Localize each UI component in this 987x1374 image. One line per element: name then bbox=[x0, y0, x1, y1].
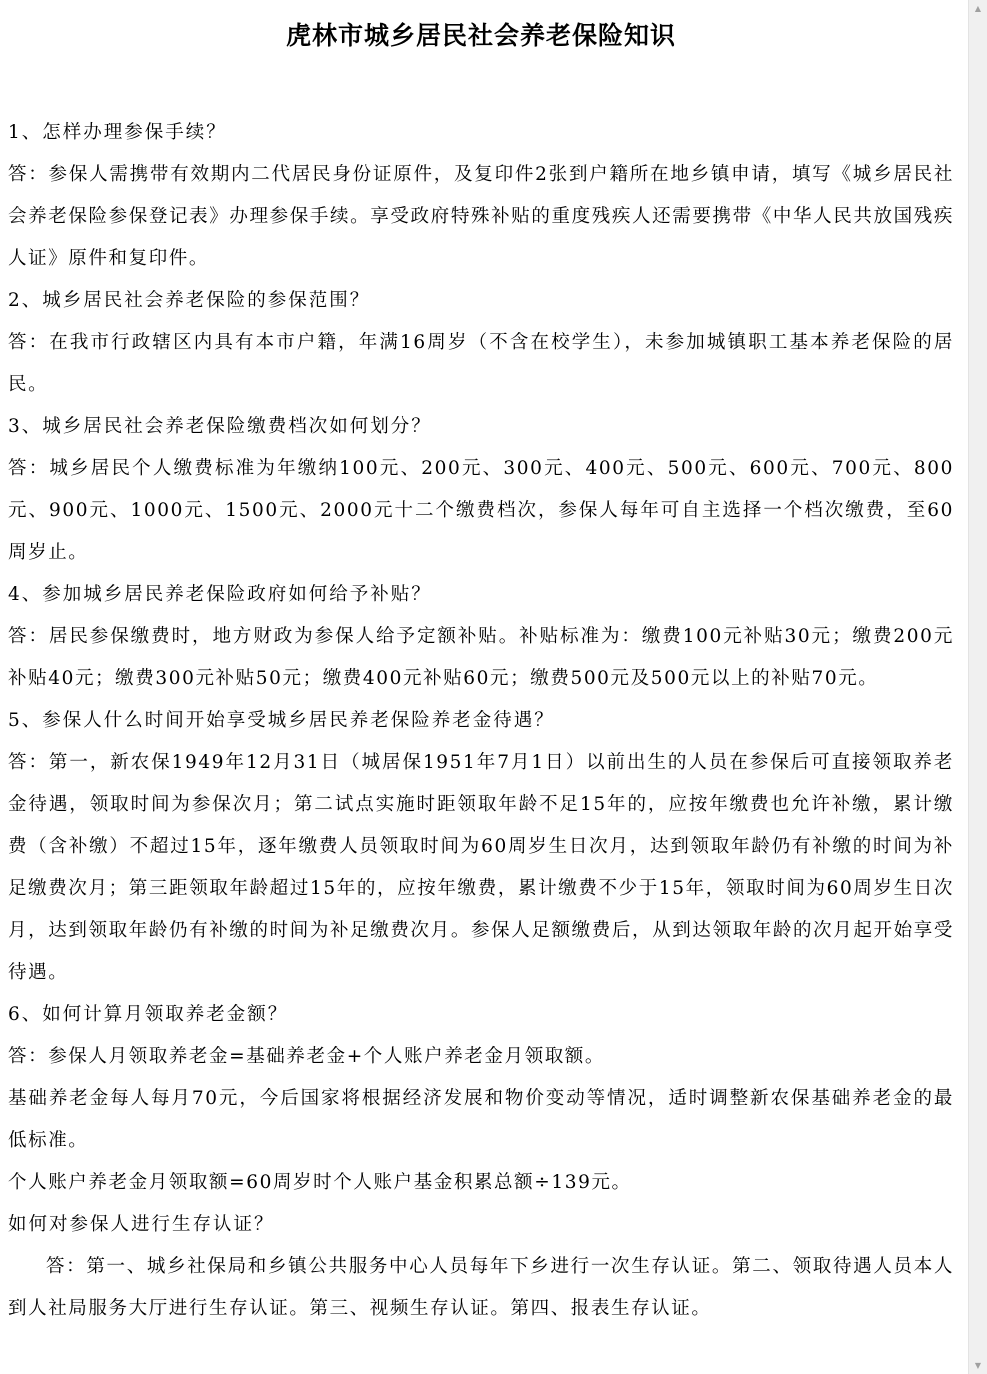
answer-6-formula: 答：参保人月领取养老金=基础养老金+个人账户养老金月领取额。 bbox=[8, 1046, 606, 1067]
question-1: 1、怎样办理参保手续？ bbox=[8, 122, 227, 143]
document-body bbox=[8, 112, 954, 1330]
question-7: 如何对参保人进行生存认证？ bbox=[8, 1214, 275, 1235]
scroll-up-arrow-icon[interactable]: ▲ bbox=[974, 4, 982, 13]
question-6: 6、如何计算月领取养老金额？ bbox=[8, 1004, 289, 1025]
question-3: 3、城乡居民社会养老保险缴费档次如何划分？ bbox=[8, 416, 432, 437]
answer-6-basic-pension: 基础养老金每人每月70元，今后国家将根据经济发展和物价变动等情况，适时调整新农保基础养老金的最低标准。 bbox=[8, 1088, 954, 1151]
answer-6-personal-account: 个人账户养老金月领取额=60周岁时个人账户基金积累总额÷139元。 bbox=[8, 1172, 632, 1193]
answer-7: 答：第一、城乡社保局和乡镇公共服务中心人员每年下乡进行一次生存认证。第二、领取待遇人员本人到人社局服务大厅进行生存认证。第三、视频生存认证。第四、报表生存认证。 bbox=[8, 1256, 954, 1319]
scroll-down-arrow-icon[interactable]: ▼ bbox=[974, 1361, 982, 1370]
question-4: 4、参加城乡居民养老保险政府如何给予补贴？ bbox=[8, 584, 432, 605]
vertical-scrollbar[interactable] bbox=[968, 0, 987, 1374]
answer-1: 答：参保人需携带有效期内二代居民身份证原件，及复印件2张到户籍所在地乡镇申请，填写《城乡居民社会养老保险参保登记表》办理参保手续。享受政府特殊补贴的重度残疾人还需要携带《中华人民共放国残疾人证》原件和复印件。 bbox=[8, 164, 954, 269]
answer-4: 答：居民参保缴费时，地方财政为参保人给予定额补贴。补贴标准为：缴费100元补贴30元；缴费200元补贴40元；缴费300元补贴50元；缴费400元补贴60元；缴费500元及500元以上的补贴70元。 bbox=[8, 626, 954, 689]
question-5: 5、参保人什么时间开始享受城乡居民养老保险养老金待遇？ bbox=[8, 710, 555, 731]
answer-5: 答：第一，新农保1949年12月31日（城居保1951年7月1日）以前出生的人员在参保后可直接领取养老金待遇，领取时间为参保次月；第二试点实施时距领取年龄不足15年的，应按年缴费也允许补缴，累计缴费（含补缴）不超过15年，逐年缴费人员领取时间为60周岁生日次月，达到领取年龄仍有补缴的时间为补足缴费次月；第三距领取年龄超过15年的，应按年缴费，累计缴费不少于15年，领取时间为60周岁生日次月，达到领取年龄仍有补缴的时间为补足缴费次月。参保人足额缴费后，从到达领取年龄的次月起开始享受待遇。 bbox=[8, 752, 954, 983]
page-title: 虎林市城乡居民社会养老保险知识 bbox=[285, 21, 676, 50]
answer-3: 答：城乡居民个人缴费标准为年缴纳100元、200元、300元、400元、500元、600元、700元、800元、900元、1000元、1500元、2000元十二个缴费档次，参保人每年可自主选择一个档次缴费，至60周岁止。 bbox=[8, 458, 954, 563]
question-2: 2、城乡居民社会养老保险的参保范围？ bbox=[8, 290, 371, 311]
answer-2: 答：在我市行政辖区内具有本市户籍，年满16周岁（不含在校学生），未参加城镇职工基本养老保险的居民。 bbox=[8, 332, 954, 395]
